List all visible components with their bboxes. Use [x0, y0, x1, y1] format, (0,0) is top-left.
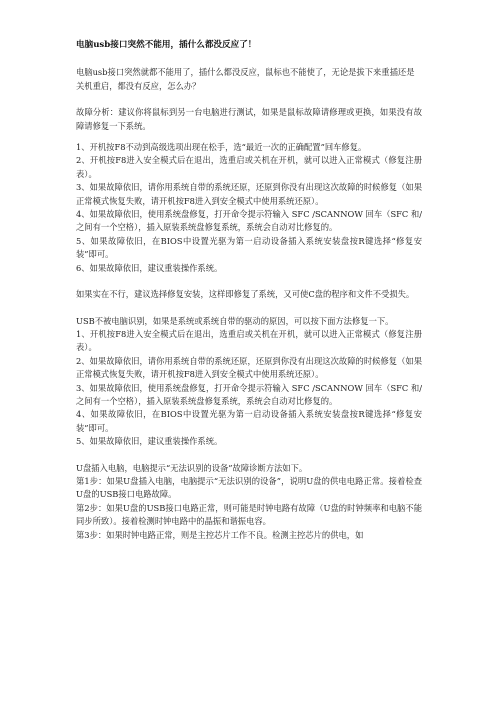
udisk-intro-paragraph: U盘插入电脑，电脑提示“无法识别的设备”故障诊断方法如下。: [76, 462, 308, 473]
analysis-paragraph: 故障分析：建议你将鼠标到另一台电脑进行测试，如果是鼠标故障请修理或更换，如果没有故障请修复一下系统。: [76, 107, 422, 131]
list-item: 2、如果故障依旧，请你用系统自带的系统还原，还原到你没有出现这次故障的时候修复（如果正常模式恢复失败，请开机按F8进入到安全模式中使用系统还原）。: [76, 355, 422, 380]
intro-paragraph: 电脑usb接口突然就都不能用了，插什么都没反应，鼠标也不能使了，无论是拔下来重插还是关机重启，都没有反应，怎么办？: [76, 67, 415, 91]
list-item: 3、如果故障依旧，请你用系统自带的系统还原，还原到你没有出现这次故障的时候修复（如果正常模式恢复失败，请开机按F8进入到安全模式中使用系统还原）。: [76, 182, 422, 206]
list-item: 3、如果故障依旧，使用系统盘修复，打开命令提示符输入 SFC /SCANNOW 回车（SFC 和/之间有一个空格），插入原装系统盘修复系统，系统会自动对比修复的。: [76, 382, 422, 406]
list-item: 4、如果故障依旧，使用系统盘修复，打开命令提示符输入 SFC /SCANNOW 回车（SFC 和/之间有一个空格），插入原装系统盘修复系统，系统会自动对比修复的。: [76, 209, 422, 233]
document-body: [76, 39, 422, 542]
fallback-paragraph: 如果实在不行，建议选择修复安装，这样即修复了系统，又可使C盘的程序和文件不受损失。: [76, 289, 415, 300]
list-item: 1、开机按F8进入安全模式后在退出，选重启或关机在开机，就可以进入正常模式（修复注册表）。: [76, 328, 422, 353]
list-item: 第3步：如果时钟电路正常，则是主控芯片工作不良。检测主控芯片的供电，如: [76, 529, 364, 540]
udisk-steps-list: [76, 475, 422, 542]
list-item: 第2步：如果U盘的USB接口电路正常，则可能是时钟电路有故障（U盘的时钟频率和电脑不能同步所致）。接着检测时钟电路中的晶振和谐振电容。: [76, 502, 422, 527]
steps-list-a: [76, 141, 422, 275]
list-item: 6、如果故障依旧，建议重装操作系统。: [76, 262, 223, 273]
document-title: 电脑usb接口突然不能用，插什么都没反应了！: [76, 40, 257, 50]
list-item: 5、如果故障依旧，在BIOS中设置光驱为第一启动设备插入系统安装盘按R键选择“修复安装”即可。: [76, 235, 422, 260]
steps-list-b: [76, 328, 422, 449]
list-item: 2、开机按F8进入安全模式后在退出，选重启或关机在开机，就可以进入正常模式（修复注册表）。: [76, 155, 422, 179]
list-item: 5、如果故障依旧，建议重装操作系统。: [76, 436, 223, 447]
list-item: 1、开机按F8不动到高级选项出现在松手，选“最近一次的正确配置”回车修复。: [76, 142, 367, 153]
list-item: 4、如果故障依旧，在BIOS中设置光驱为第一启动设备插入系统安装盘按R键选择“修复安装”即可。: [76, 409, 422, 433]
usb-intro-paragraph: USB不被电脑识别，如果是系统或系统自带的驱动的原因，可以按下面方法修复一下。: [76, 315, 394, 326]
list-item: 第1步：如果U盘插入电脑，电脑提示“无法识别的设备”，说明U盘的供电电路正常。接着检查U盘的USB接口电路故障。: [76, 475, 422, 500]
